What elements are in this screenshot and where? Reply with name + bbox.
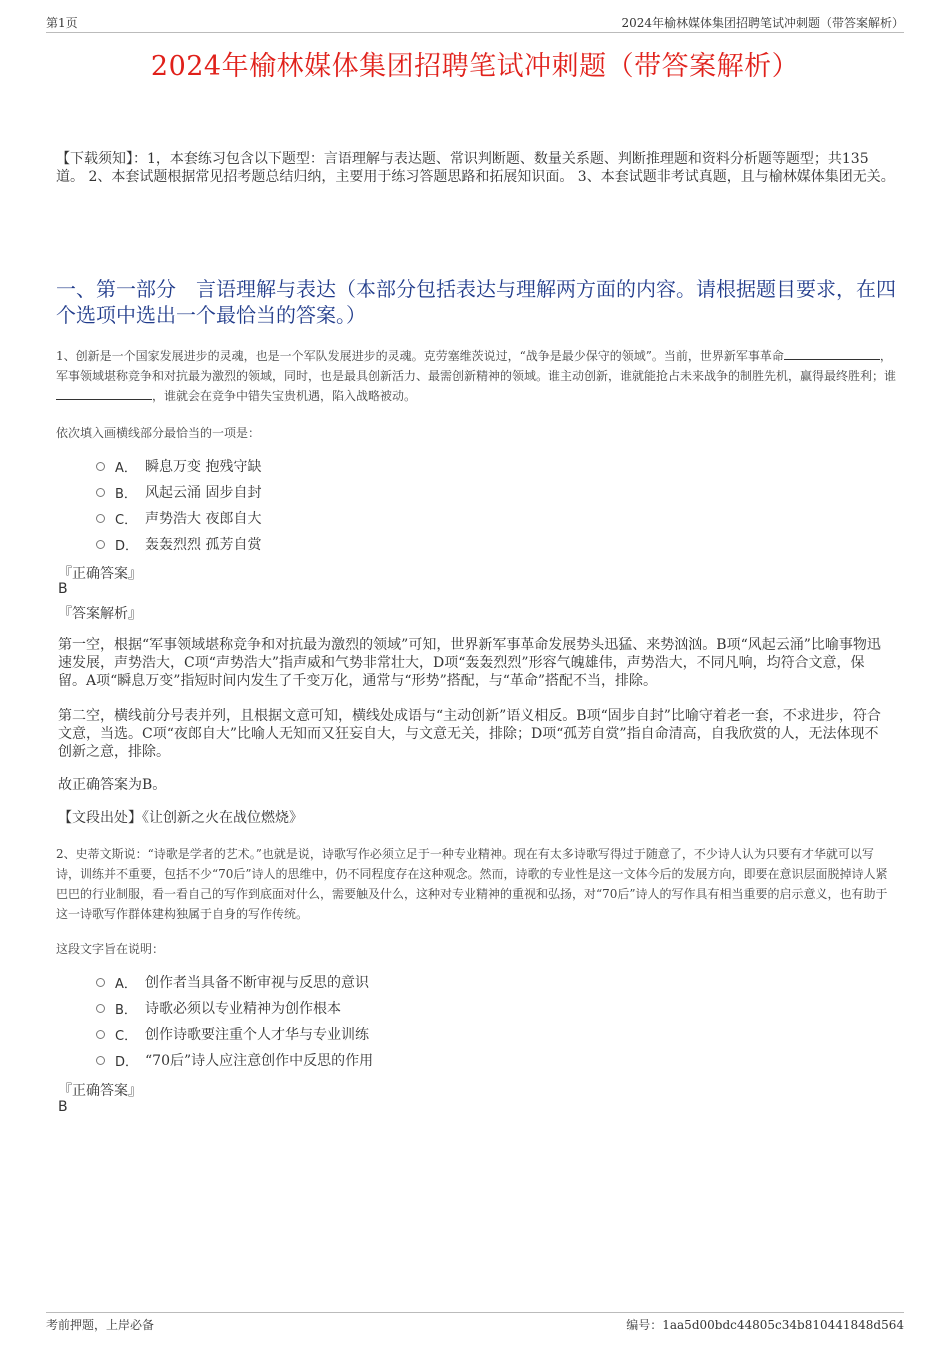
question-1-prompt: 依次填入画横线部分最恰当的一项是： <box>56 426 261 440</box>
radio-icon[interactable] <box>96 1056 105 1065</box>
document-title: 2024年榆林媒体集团招聘笔试冲刺题（带答案解析） <box>150 51 800 82</box>
page-number: 第1页 <box>46 16 78 30</box>
question-1-option-a[interactable]: A． 瞬息万变 抱残守缺 <box>96 453 261 479</box>
fill-blank-1 <box>784 347 880 360</box>
question-1-stem-part3: ，谁就会在竞争中错失宝贵机遇，陷入战略被动。 <box>152 389 417 403</box>
question-2-option-d[interactable]: D． “70后”诗人应注意创作中反思的作用 <box>96 1047 373 1073</box>
question-2-answer: B <box>58 1099 68 1115</box>
question-1-stem-part2: ，军事领域堪称竞争和对抗最为激烈的领域，同时，也是最具创新活力、最需创新精神的领域。谁主动创新，谁就能抢占未来战争的制胜先机，赢得最终胜利；谁 <box>56 349 897 383</box>
radio-icon[interactable] <box>96 978 105 987</box>
question-2-option-b[interactable]: B． 诗歌必须以专业精神为创作根本 <box>96 995 373 1021</box>
analysis-paragraph-2: 第二空，横线前分号表并列，且根据文意可知，横线处成语与“主动创新”语义相反。B项“固步自封”比喻守着老一套，不求进步，符合文意，当选。C项“夜郎自大”比喻人无知而又狂妄自大，与文意无关，排除；D项“孤芳自赏”指自命清高，自我欣赏的人，无法体现不创新之意，排除。 <box>58 708 881 760</box>
page-footer <box>46 1312 904 1333</box>
question-2-prompt: 这段文字旨在说明： <box>56 942 165 956</box>
radio-icon[interactable] <box>96 540 105 549</box>
analysis-paragraph-1: 第一空，根据“军事领域堪称竞争和对抗最为激烈的领域”可知，世界新军事革命发展势头迅猛、来势汹汹。B项“风起云涌”比喻事物迅速发展，声势浩大，C项“声势浩大”指声威和气势非常壮大，D项“轰轰烈烈”形容气魄雄伟，声势浩大，不同凡响，均符合文意，保留。A项“瞬息万变”指短时间内发生了千变万化，通常与“形势”搭配，与“革命”搭配不当，排除。 <box>58 637 881 689</box>
question-2-option-a[interactable]: A． 创作者当具备不断审视与反思的意识 <box>96 969 373 995</box>
question-1-analysis-label: 『答案解析』 <box>58 606 142 622</box>
section-heading: 一、第一部分 言语理解与表达（本部分包括表达与理解两方面的内容。请根据题目要求，在四个选项中选出一个最恰当的答案。） <box>56 277 896 327</box>
radio-icon[interactable] <box>96 1004 105 1013</box>
question-1-options <box>96 453 261 557</box>
question-1-answer: B <box>58 581 68 597</box>
radio-icon[interactable] <box>96 462 105 471</box>
fill-blank-2 <box>56 387 152 400</box>
question-1-option-b[interactable]: B． 风起云涌 固步自封 <box>96 479 261 505</box>
question-2-option-c[interactable]: C． 创作诗歌要注重个人才华与专业训练 <box>96 1021 373 1047</box>
radio-icon[interactable] <box>96 1030 105 1039</box>
download-notice: 【下载须知】：1，本套练习包含以下题型：言语理解与表达题、常识判断题、数量关系题、判断推理题和资料分析题等题型；共135道。 2、本套试题根据常见招考题总结归纳，主要用于练习答题思路和拓展知识面。 3、本套试题非考试真题，且与榆林媒体集团无关。 <box>56 151 895 185</box>
radio-icon[interactable] <box>96 514 105 523</box>
question-2-answer-label: 『正确答案』 <box>58 1083 142 1099</box>
question-2-stem: 2、史蒂文斯说：“诗歌是学者的艺术。”也就是说，诗歌写作必须立足于一种专业精神。现在有太多诗歌写得过于随意了，不少诗人认为只要有才华就可以写诗，训练并不重要，包括不少“70后”诗人的思维中，仍不同程度存在这种观念。然而，诗歌的专业性是这一文体今后的发展方向，即要在意识层面脱掉诗人紧巴巴的行业制服，看一看自己的写作到底面对什么，需要触及什么，这种对专业精神的重视和弘扬，对“70后”诗人的写作具有相当重要的启示意义，也有助于这一诗歌写作群体建构独属于自身的写作传统。 <box>56 847 888 921</box>
analysis-source: 【文段出处】《让创新之火在战位燃烧》 <box>58 810 303 826</box>
footer-serial-number: 编号：1aa5d00bdc44805c34b810441848d564 <box>626 1318 904 1332</box>
analysis-conclusion: 故正确答案为B。 <box>58 777 167 793</box>
radio-icon[interactable] <box>96 488 105 497</box>
question-1-stem-part1: 1、创新是一个国家发展进步的灵魂，也是一个军队发展进步的灵魂。克劳塞维茨说过，“战争是最少保守的领域”。当前，世界新军事革命 <box>56 349 784 363</box>
question-1-option-d[interactable]: D． 轰轰烈烈 孤芳自赏 <box>96 531 261 557</box>
question-2-options <box>96 969 373 1073</box>
question-1-stem <box>56 346 896 406</box>
page-header <box>46 14 904 33</box>
question-1-answer-label: 『正确答案』 <box>58 566 142 582</box>
question-1-option-c[interactable]: C． 声势浩大 夜郎自大 <box>96 505 261 531</box>
header-doc-title: 2024年榆林媒体集团招聘笔试冲刺题（带答案解析） <box>621 16 904 30</box>
footer-slogan: 考前押题，上岸必备 <box>46 1318 155 1332</box>
